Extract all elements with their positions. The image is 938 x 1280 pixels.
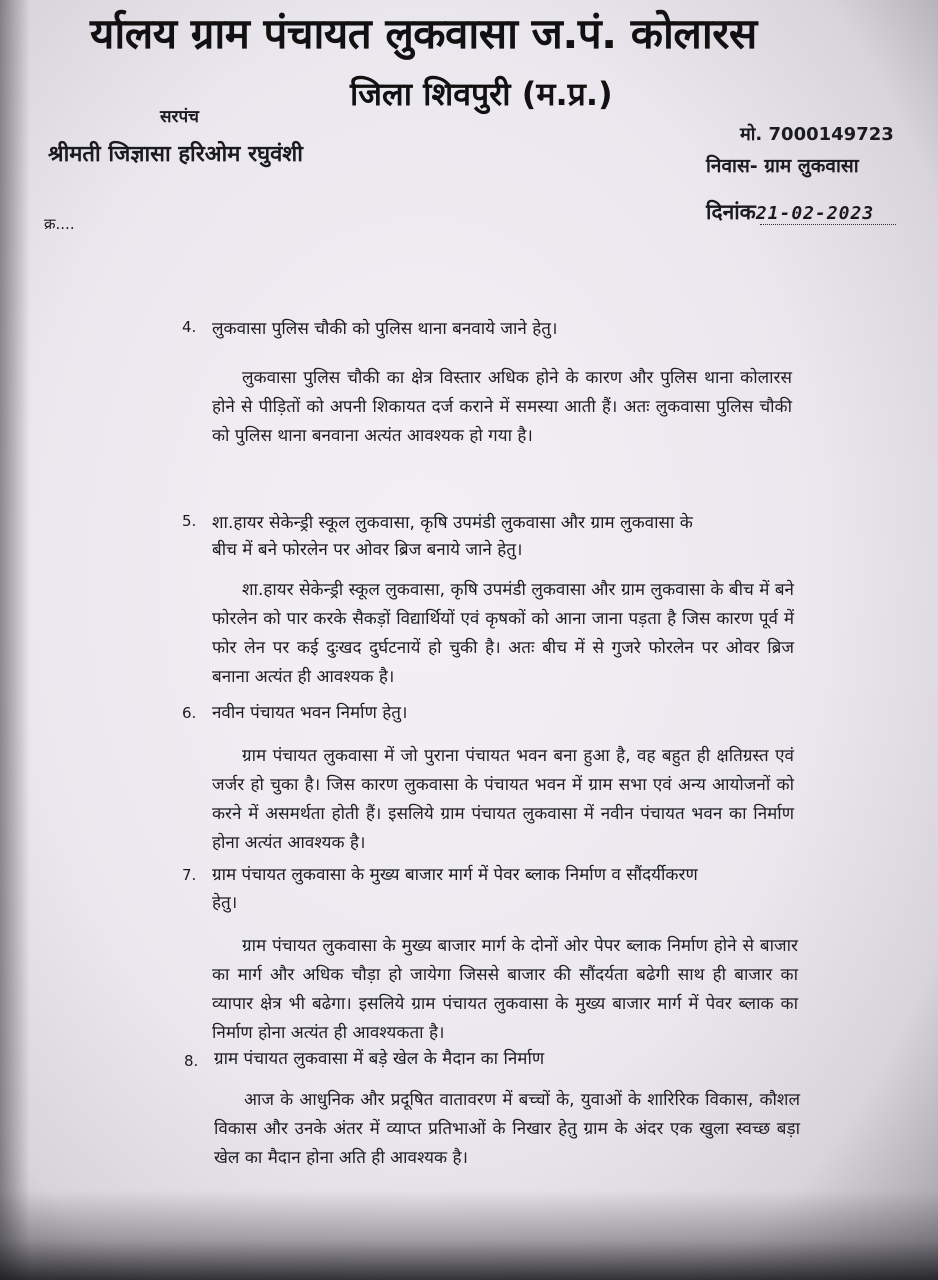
date-field [706, 198, 874, 226]
item-4-number: 4. [182, 318, 197, 336]
item-7-body [212, 932, 798, 1048]
page-shadow-left [0, 0, 30, 1280]
residence: निवास- ग्राम लुकवासा [706, 155, 859, 177]
item-8-body-text: आज के आधुनिक और प्रदूषित वातावरण में बच्चों के, युवाओं के शारिरिक विकास, कौशल विकास और उनके अंतर में व्याप्त प्रतिभाओं के निखार हेतु ग्राम के अंदर एक खुला स्वच्छ बड़ा खेल का मैदान होना अति ही आवश्यक है। [214, 1090, 800, 1168]
date-label: दिनांक [706, 200, 756, 224]
item-7-body-text: ग्राम पंचायत लुकवासा के मुख्य बाजार मार्ग के दोनों ओर पेपर ब्लाक निर्माण होने से बाजार का मार्ग और अधिक चौड़ा हो जायेगा जिससे बाजार की सौंदर्यता बढेगी साथ ही बाजार का व्यापार क्षेत्र भी बढेगा। इसलिये ग्राम पंचायत लुकवासा के मुख्य बाजार मार्ग में पेवर ब्लाक का निर्माण होना अत्यंत ही आवश्यकता है। [212, 936, 798, 1043]
item-6-number: 6. [182, 704, 197, 722]
item-5-heading-line1: शा.हायर सेकेन्ड्री स्कूल लुकवासा, कृषि उपमंडी लुकवासा और ग्राम लुकवासा के [212, 513, 693, 533]
letterhead-district: जिला शिवपुरी (म.प्र.) [350, 75, 613, 113]
item-5-number: 5. [182, 512, 197, 530]
item-8-number: 8. [184, 1052, 199, 1070]
item-7-heading-line2: हेतु। [212, 893, 238, 913]
page-shadow-bottom [0, 1190, 938, 1280]
item-6-body-text: ग्राम पंचायत लुकवासा में जो पुराना पंचायत भवन बना हुआ है, वह बहुत ही क्षतिग्रस्त एवं जर्जर हो चुका है। जिस कारण लुकवासा के पंचायत भवन में ग्राम सभा एवं अन्य आयोजनों को करने में असमर्थता होती हैं। इसलिये ग्राम पंचायत लुकवासा में नवीन पंचायत भवन का निर्माण होना अत्यंत आवश्यक है। [212, 746, 794, 853]
item-8-body [214, 1086, 800, 1173]
item-7-number: 7. [182, 866, 197, 884]
item-4-heading: लुकवासा पुलिस चौकी को पुलिस थाना बनवाये जाने हेतु। [212, 319, 558, 339]
item-5-body [212, 576, 794, 692]
reference-number: क्र.... [44, 215, 75, 233]
item-6-body [212, 742, 794, 858]
date-value: 21-02-2023 [755, 203, 875, 224]
item-6-heading: नवीन पंचायत भवन निर्माण हेतु। [212, 703, 408, 723]
item-8-heading: ग्राम पंचायत लुकवासा में बड़े खेल के मैदान का निर्माण [214, 1049, 545, 1069]
letterhead-title: र्यालय ग्राम पंचायत लुकवासा ज.पं. कोलारस [90, 9, 757, 58]
item-4-body-text: लुकवासा पुलिस चौकी का क्षेत्र विस्तार अधिक होने के कारण और पुलिस थाना कोलारस होने से पीड़ितों को अपनी शिकायत दर्ज कराने में समस्या आती हैं। अतः लुकवासा पुलिस चौकी को पुलिस थाना बनवाना अत्यंत आवश्यक हो गया है। [212, 368, 792, 446]
item-7-heading-line1: ग्राम पंचायत लुकवासा के मुख्य बाजार मार्ग में पेवर ब्लाक निर्माण व सौंदर्यीकरण [212, 865, 698, 885]
sarpanch-name: श्रीमती जिज्ञासा हरिओम रघुवंशी [48, 142, 303, 167]
mobile-number: मो. 7000149723 [740, 124, 894, 145]
item-5-heading-line2: बीच में बने फोरलेन पर ओवर ब्रिज बनाये जाने हेतु। [212, 540, 523, 560]
item-4-body [212, 364, 792, 451]
sarpanch-label: सरपंच [160, 107, 199, 127]
item-5-body-text: शा.हायर सेकेन्ड्री स्कूल लुकवासा, कृषि उपमंडी लुकवासा और ग्राम लुकवासा के बीच में बने फोरलेन को पार करके सैकड़ों विद्यार्थियों एवं कृषकों को आना जाना पड़ता है जिस कारण पूर्व में फोर लेन पर कई दुःखद दुर्घटनायें हो चुकी है। अतः बीच में से गुजरे फोरलेन पर ओवर ब्रिज बनाना अत्यंत ही आवश्यक है। [212, 580, 794, 687]
date-underline [760, 224, 896, 225]
